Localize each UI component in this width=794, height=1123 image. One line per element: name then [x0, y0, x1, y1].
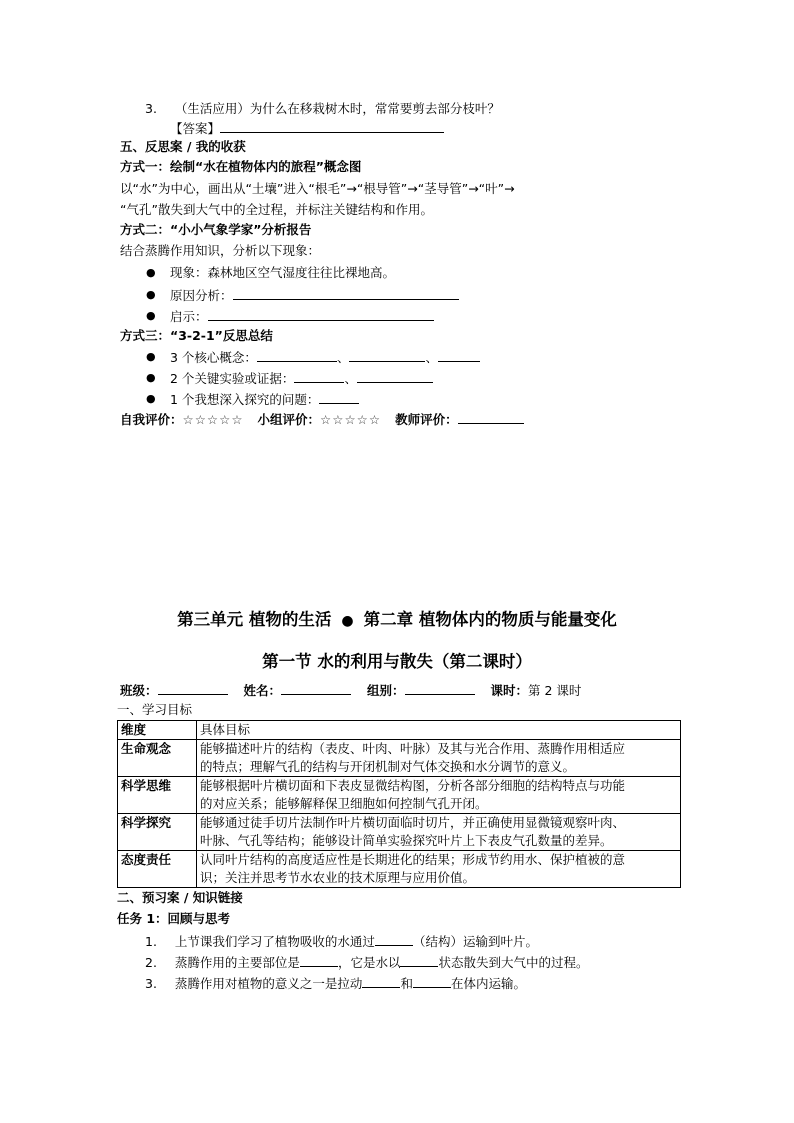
goal-cell: 认同叶片结构的高度适应性是长期进化的结果；形成节约用水、保护植被的意 识；关注并思考节水农业的技术原理与应用价值。	[197, 851, 681, 888]
answer-row	[170, 119, 444, 138]
table-header-row	[118, 721, 681, 740]
class-label: 班级：	[120, 683, 158, 698]
group-label: 组别：	[367, 683, 405, 698]
dimension-cell: 生命观念	[118, 740, 197, 777]
goals-title: 一、学习目标	[117, 702, 193, 717]
table-row	[118, 851, 681, 888]
group-field[interactable]	[405, 681, 475, 695]
concept-blank-3[interactable]	[438, 348, 480, 362]
evidence-blank-1[interactable]	[294, 369, 344, 383]
table-row	[118, 814, 681, 851]
group-eval-label: 小组评价：	[257, 412, 321, 427]
period-value: 第 2 课时	[528, 683, 582, 698]
dimension-cell: 科学探究	[118, 814, 197, 851]
method2-title: 方式二：“小小气象学家”分析报告	[120, 222, 312, 237]
bullet-icon: ●	[146, 309, 156, 322]
teacher-eval-label: 教师评价：	[395, 412, 458, 427]
method1-line1: 以“水”为中心，画出从“土壤”进入“根毛”→“根导管”→“茎导管”→“叶”→	[120, 181, 515, 196]
insight-blank[interactable]	[208, 307, 434, 321]
bullet-icon: ●	[146, 288, 156, 301]
method1-title: 方式一：绘制“水在植物体内的旅程”概念图	[120, 159, 362, 174]
preview-blank-3[interactable]	[400, 953, 438, 967]
preview-blank-5[interactable]	[413, 974, 451, 988]
method2-bullet-reason: 原因分析：	[170, 286, 459, 305]
self-eval-stars[interactable]: ☆☆☆☆☆	[182, 412, 244, 427]
method3-concepts: 3 个核心概念： 、 、	[170, 348, 480, 367]
bullet-icon: ●	[146, 371, 156, 384]
table-row	[118, 777, 681, 814]
question-blank[interactable]	[319, 390, 359, 404]
preview-item-3: 3. 蒸腾作用对植物的意义之一是拉动 和 在体内运输。	[145, 976, 526, 991]
method3-evidence: 2 个关键实验或证据： 、	[170, 369, 433, 388]
name-field[interactable]	[281, 681, 351, 695]
preview-blank-1[interactable]	[375, 932, 413, 946]
learning-goals-table	[117, 720, 681, 888]
table-header-goal: 具体目标	[197, 721, 681, 740]
goal-cell: 能够描述叶片的结构（表皮、叶肉、叶脉）及其与光合作用、蒸腾作用相适应 的特点；理解气孔的结构与开闭机制对气体交换和水分调节的意义。	[197, 740, 681, 777]
method2-bullet-insight: 启示：	[170, 307, 434, 326]
preview-title: 二、预习案 / 知识链接	[117, 890, 243, 905]
bullet-dot-icon: ●	[341, 613, 354, 629]
bullet-icon: ●	[146, 266, 156, 279]
method3-title: 方式三：“3-2-1”反思总结	[120, 328, 273, 343]
class-field[interactable]	[158, 681, 228, 695]
dimension-cell: 科学思维	[118, 777, 197, 814]
group-eval-stars[interactable]: ☆☆☆☆☆	[320, 412, 382, 427]
method2-bullet-phenomenon: 现象：森林地区空气湿度往往比裸地高。	[170, 265, 396, 280]
method2-intro: 结合蒸腾作用知识，分析以下现象：	[120, 243, 321, 258]
preview-item-2: 2. 蒸腾作用的主要部位是 ，它是水以 状态散失到大气中的过程。	[145, 955, 589, 970]
method1-line2: “气孔”散失到大气中的全过程，并标注关键结构和作用。	[120, 202, 433, 217]
name-label: 姓名：	[243, 683, 282, 698]
evaluation-row	[120, 410, 524, 429]
task1-title: 任务 1：回顾与思考	[117, 911, 231, 926]
unit-chapter-title: 第三单元 植物的生活 ● 第二章 植物体内的物质与能量变化	[177, 610, 617, 629]
section5-title: 五、反思案 / 我的收获	[120, 139, 246, 154]
bullet-icon: ●	[146, 392, 156, 405]
self-eval-label: 自我评价：	[120, 412, 183, 427]
concept-blank-1[interactable]	[257, 348, 337, 362]
preview-blank-4[interactable]	[362, 974, 400, 988]
dimension-cell: 态度责任	[118, 851, 197, 888]
answer-blank[interactable]	[220, 119, 444, 133]
period-label: 课时：	[490, 683, 529, 698]
answer-label: 【答案】	[170, 121, 221, 136]
reason-blank[interactable]	[233, 286, 459, 300]
table-header-dimension: 维度	[118, 721, 197, 740]
concept-blank-2[interactable]	[349, 348, 425, 362]
preview-item-1: 1. 上节课我们学习了植物吸收的水通过 （结构）运输到叶片。	[145, 934, 538, 949]
table-row	[118, 740, 681, 777]
question-number: 3.	[145, 101, 157, 116]
goal-cell: 能够通过徒手切片法制作叶片横切面临时切片，并正确使用显微镜观察叶肉、 叶脉、气孔等结构；能够设计简单实验探究叶片上下表皮气孔数量的差异。	[197, 814, 681, 851]
section-title: 第一节 水的利用与散失（第二课时）	[262, 652, 532, 671]
student-info-row	[120, 681, 581, 700]
preview-blank-2[interactable]	[300, 953, 338, 967]
evidence-blank-2[interactable]	[357, 369, 433, 383]
question-text: （生活应用）为什么在移栽树木时，常常要剪去部分枝叶？	[174, 101, 500, 116]
goal-cell: 能够根据叶片横切面和下表皮显微结构图，分析各部分细胞的结构特点与功能 的对应关系；能够解释保卫细胞如何控制气孔开闭。	[197, 777, 681, 814]
teacher-eval-blank[interactable]	[458, 410, 524, 424]
method3-question: 1 个我想深入探究的问题：	[170, 390, 359, 409]
bullet-icon: ●	[146, 350, 156, 363]
question-3	[145, 100, 500, 118]
